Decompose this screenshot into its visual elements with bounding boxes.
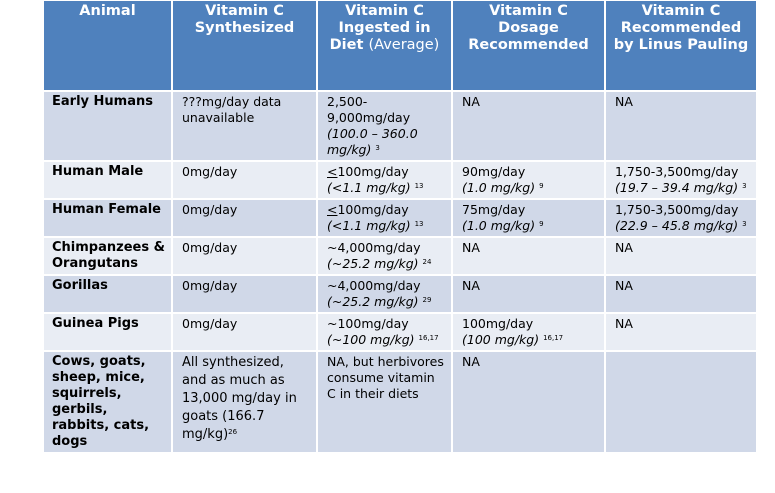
pauling-per-kg: (19.7 – 39.4 mg/kg) <box>615 180 739 195</box>
ingested-cell: NA, but herbivores consume vitamin C in their diets <box>317 351 452 453</box>
header-animal: Animal <box>43 0 172 91</box>
dosage-cell: NA <box>452 351 605 453</box>
synthesized-cell <box>172 351 317 453</box>
synthesized-cell: 0mg/day <box>172 199 317 237</box>
pauling-cell <box>605 351 757 453</box>
ingested-value: ~4,000mg/day <box>327 240 421 255</box>
less-equal-marker: < <box>327 202 338 217</box>
ingested-per-kg: (<1.1 mg/kg) <box>327 180 411 195</box>
animal-cell: Human Male <box>43 161 172 199</box>
synthesized-cell: 0mg/day <box>172 275 317 313</box>
reference-marker: 29 <box>422 296 432 304</box>
synthesized-cell: 0mg/day <box>172 313 317 351</box>
reference-marker: 13 <box>414 220 424 228</box>
synthesized-cell: 0mg/day <box>172 237 317 275</box>
reference-marker: 13 <box>414 182 424 190</box>
dosage-cell: NA <box>452 237 605 275</box>
animal-cell: Guinea Pigs <box>43 313 172 351</box>
ingested-value: 2,500-9,000mg/day <box>327 94 411 125</box>
ingested-cell <box>317 313 452 351</box>
dosage-per-kg: (1.0 mg/kg) <box>462 218 536 233</box>
dosage-per-kg: (1.0 mg/kg) <box>462 180 536 195</box>
dosage-value: 100mg/day <box>462 316 534 331</box>
reference-marker: 3 <box>375 144 380 152</box>
reference-marker: 16,17 <box>543 334 564 342</box>
ingested-value: ~4,000mg/day <box>327 278 421 293</box>
animal-cell: Cows, goats, sheep, mice, squirrels, gerbils, rabbits, cats, dogs <box>43 351 172 453</box>
less-equal-marker: < <box>327 164 338 179</box>
reference-marker: 24 <box>422 258 432 266</box>
reference-marker: 26 <box>228 428 238 436</box>
animal-cell: Chimpanzees & Orangutans <box>43 237 172 275</box>
table-row <box>43 199 757 237</box>
dosage-value: 90mg/day <box>462 164 526 179</box>
header-synthesized: Vitamin C Synthesized <box>172 0 317 91</box>
table-row <box>43 351 757 453</box>
dosage-per-kg: (100 mg/kg) <box>462 332 540 347</box>
dosage-cell: NA <box>452 275 605 313</box>
pauling-cell: NA <box>605 237 757 275</box>
pauling-cell: NA <box>605 313 757 351</box>
table-row <box>43 237 757 275</box>
synthesized-cell: 0mg/day <box>172 161 317 199</box>
header-ingested <box>317 0 452 91</box>
dosage-value: 75mg/day <box>462 202 526 217</box>
ingested-value: ~100mg/day <box>327 316 409 331</box>
vitamin-c-table <box>42 0 758 454</box>
table-row <box>43 275 757 313</box>
header-dosage: Vitamin C Dosage Recommended <box>452 0 605 91</box>
header-ingested-note: (Average) <box>368 37 440 53</box>
pauling-value: 1,750-3,500mg/day <box>615 202 739 217</box>
animal-cell: Human Female <box>43 199 172 237</box>
pauling-cell <box>605 199 757 237</box>
reference-marker: 3 <box>742 182 747 190</box>
dosage-cell <box>452 161 605 199</box>
dosage-cell <box>452 199 605 237</box>
pauling-per-kg: (22.9 – 45.8 mg/kg) <box>615 218 739 233</box>
pauling-cell: NA <box>605 91 757 161</box>
ingested-cell <box>317 199 452 237</box>
synthesized-value: All synthesized, and as much as 13,000 mg/day in goats (166.7 mg/kg) <box>182 355 297 442</box>
table-row <box>43 161 757 199</box>
header-pauling: Vitamin C Recommended by Linus Pauling <box>605 0 757 91</box>
table-row <box>43 313 757 351</box>
pauling-value: 1,750-3,500mg/day <box>615 164 739 179</box>
ingested-value: 100mg/day <box>337 164 409 179</box>
pauling-cell: NA <box>605 275 757 313</box>
ingested-per-kg: (~25.2 mg/kg) <box>327 256 419 271</box>
table-row <box>43 91 757 161</box>
dosage-cell <box>452 313 605 351</box>
ingested-cell <box>317 275 452 313</box>
ingested-per-kg: (100.0 – 360.0 mg/kg) <box>327 126 418 157</box>
ingested-per-kg: (~100 mg/kg) <box>327 332 415 347</box>
pauling-cell <box>605 161 757 199</box>
ingested-cell <box>317 91 452 161</box>
header-row <box>43 0 757 91</box>
ingested-cell <box>317 161 452 199</box>
reference-marker: 3 <box>742 220 747 228</box>
reference-marker: 9 <box>539 182 544 190</box>
ingested-per-kg: (~25.2 mg/kg) <box>327 294 419 309</box>
synthesized-cell: ???mg/day data unavailable <box>172 91 317 161</box>
animal-cell: Early Humans <box>43 91 172 161</box>
ingested-cell <box>317 237 452 275</box>
dosage-cell: NA <box>452 91 605 161</box>
reference-marker: 9 <box>539 220 544 228</box>
reference-marker: 16,17 <box>418 334 439 342</box>
ingested-value: 100mg/day <box>337 202 409 217</box>
ingested-per-kg: (<1.1 mg/kg) <box>327 218 411 233</box>
animal-cell: Gorillas <box>43 275 172 313</box>
header-ingested-label: Vitamin C Ingested in Diet <box>329 3 431 53</box>
